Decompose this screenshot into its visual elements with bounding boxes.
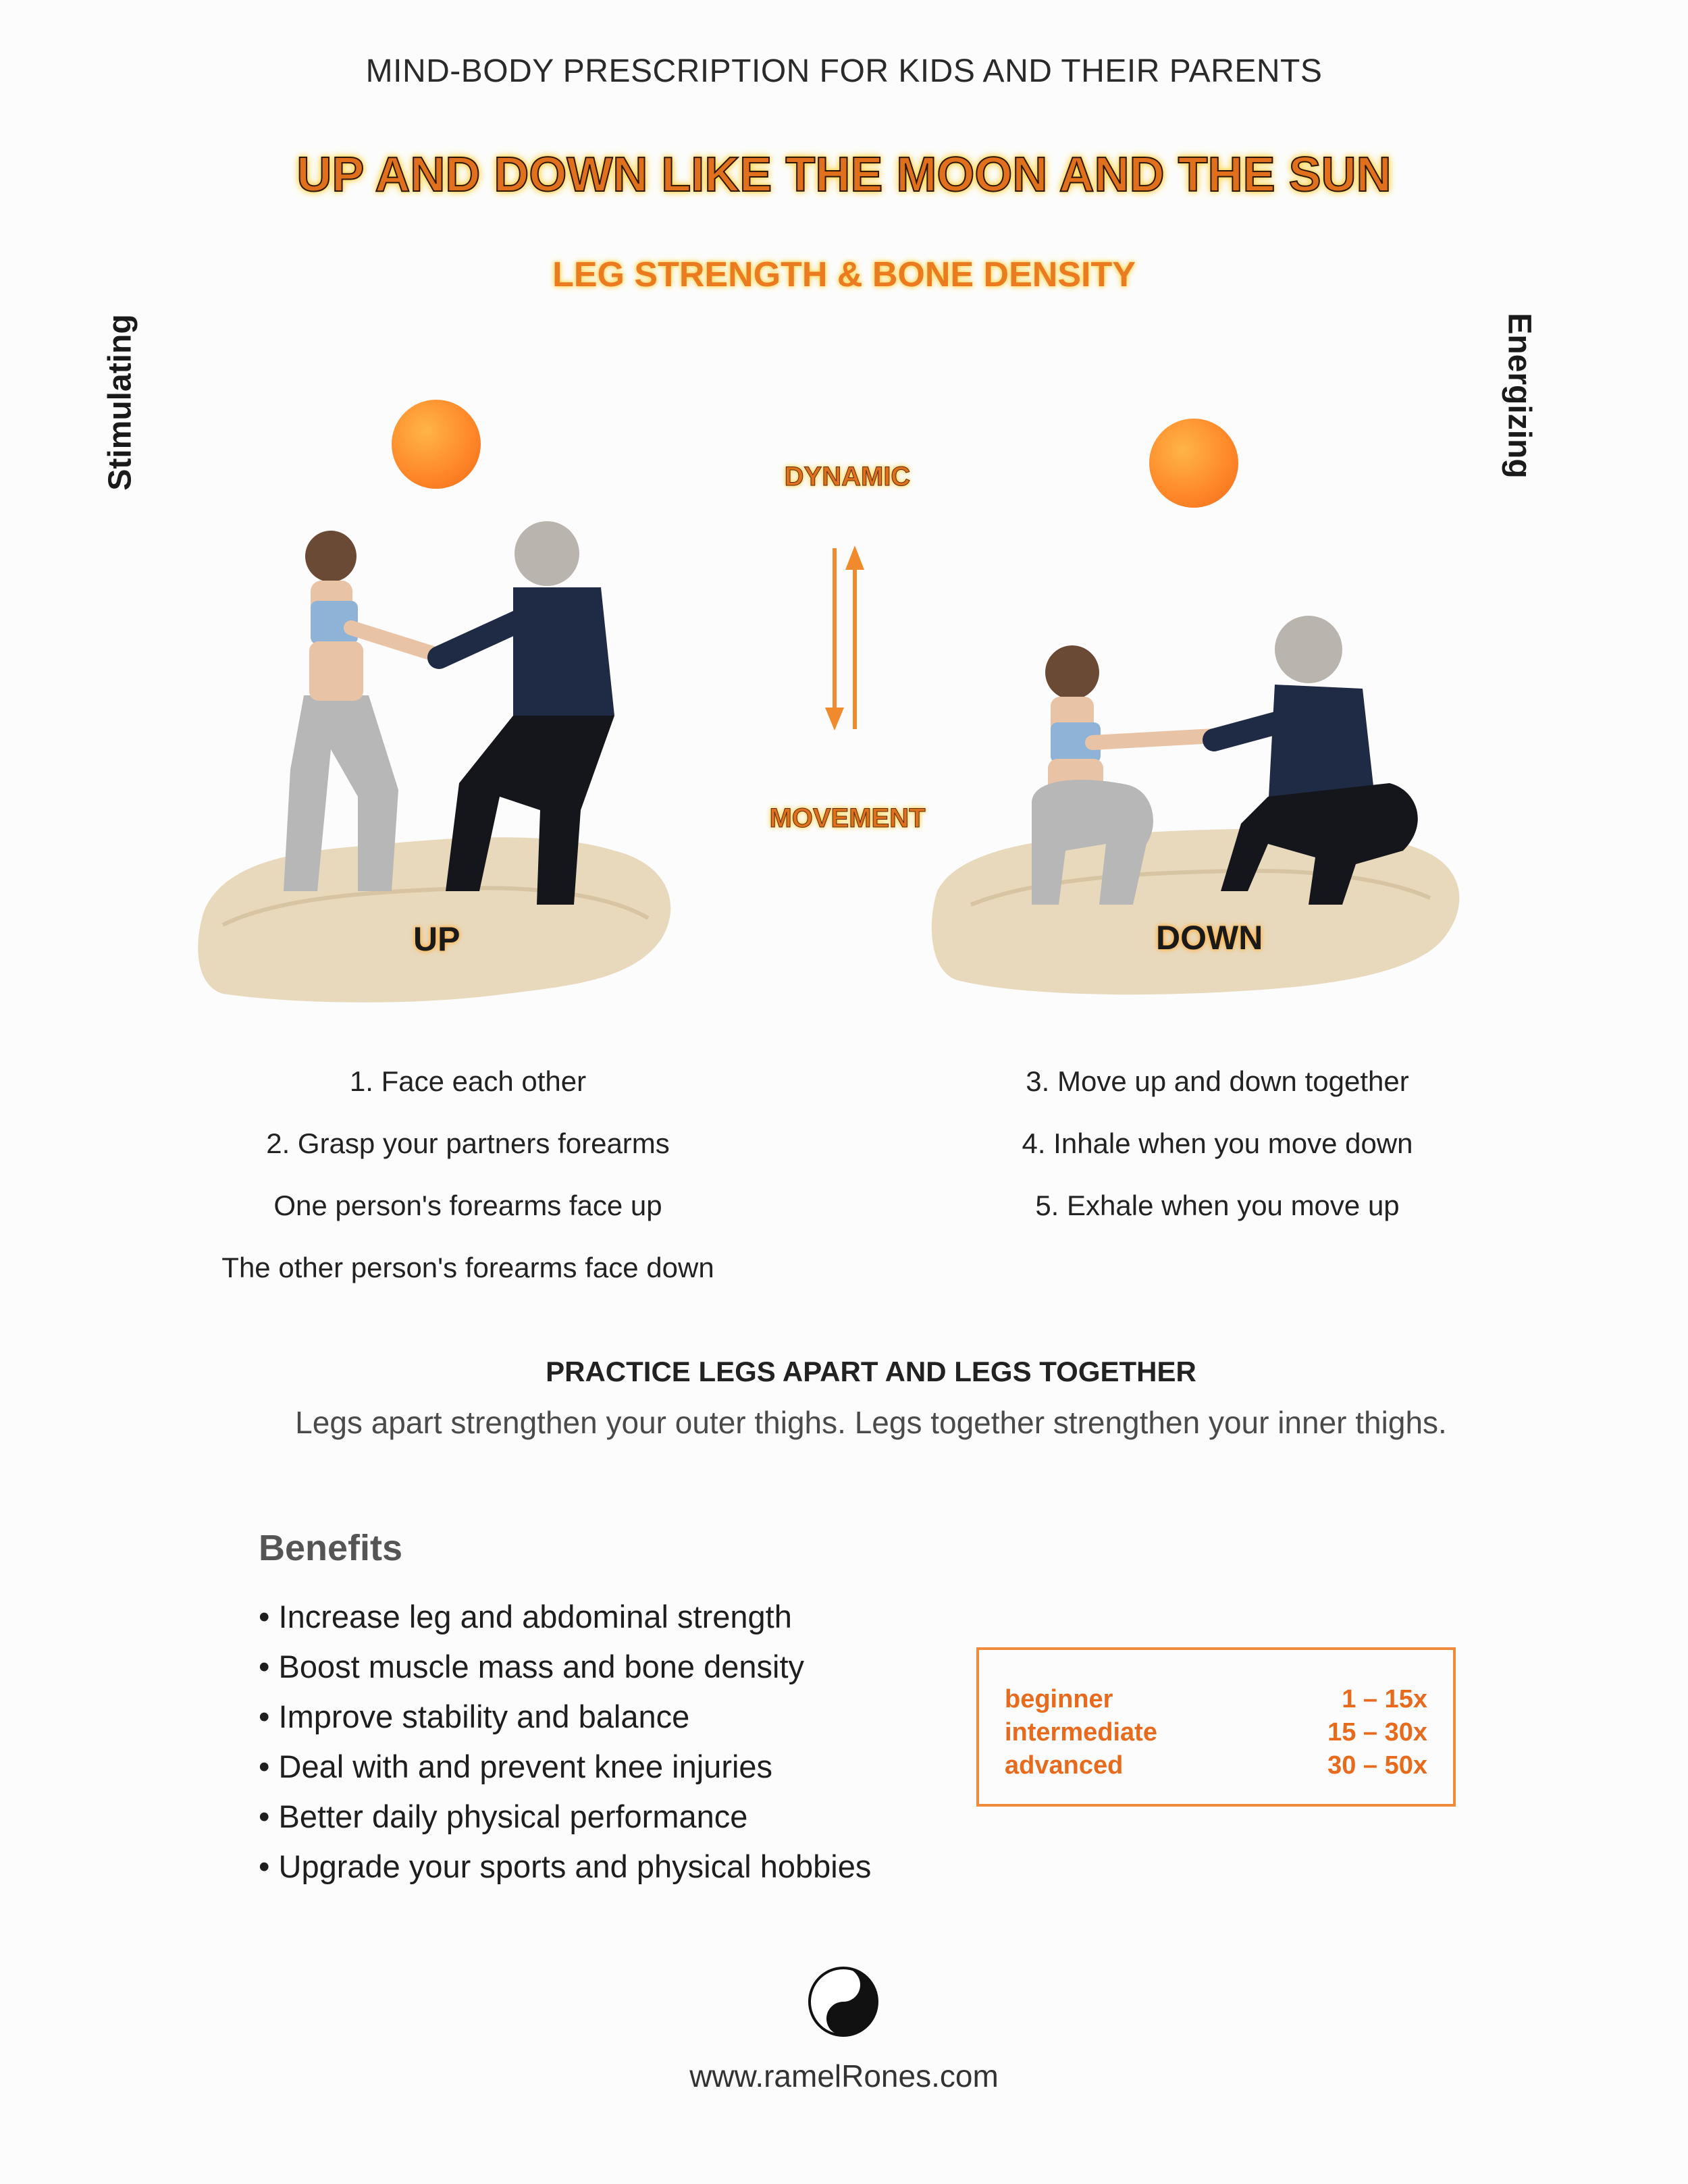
practice-text: Legs apart strengthen your outer thighs. Legs together strengthen your inner thighs. (295, 1405, 1447, 1440)
logo-letter-top: R (838, 1979, 849, 1995)
benefit-item: • Improve stability and balance (259, 1692, 871, 1742)
man-shirt (513, 587, 614, 716)
website-link[interactable]: www.ramelRones.com (689, 2058, 999, 2094)
step-5: 5. Exhale when you move up (1035, 1190, 1400, 1221)
step-2: 2. Grasp your partners forearms (266, 1127, 670, 1159)
step-1: 1. Face each other (349, 1065, 587, 1097)
benefit-item: • Increase leg and abdominal strength (259, 1592, 871, 1642)
repetition-levels-box (976, 1647, 1456, 1807)
sun-right-icon (1149, 419, 1238, 508)
yin-yang-logo-icon (808, 1966, 879, 2037)
girl-head (1045, 645, 1099, 699)
benefit-item: • Upgrade your sports and physical hobbies (259, 1842, 871, 1892)
down-label: DOWN (1156, 919, 1263, 957)
level-name: beginner (1005, 1685, 1113, 1713)
benefit-item: • Boost muscle mass and bone density (259, 1642, 871, 1692)
page-subtitle: LEG STRENGTH & BONE DENSITY (552, 255, 1136, 294)
benefits-heading: Benefits (259, 1528, 403, 1568)
step-2-note-down: The other person's forearms face down (221, 1252, 714, 1283)
level-name: advanced (1005, 1751, 1124, 1780)
movement-label: MOVEMENT (769, 803, 926, 833)
level-name: intermediate (1005, 1718, 1157, 1747)
level-row-intermediate (1005, 1718, 1427, 1752)
level-range: 15 – 30x (1327, 1718, 1427, 1747)
man-head (1275, 616, 1342, 683)
up-down-arrows-icon (817, 540, 871, 736)
up-label: UP (413, 920, 460, 958)
sun-left-icon (392, 400, 481, 489)
level-row-beginner (1005, 1685, 1427, 1719)
side-label-energizing: Energizing (1501, 313, 1537, 479)
level-range: 30 – 50x (1327, 1751, 1427, 1780)
dynamic-label: DYNAMIC (784, 462, 911, 491)
level-range: 1 – 15x (1342, 1685, 1427, 1713)
practice-heading: PRACTICE LEGS APART AND LEGS TOGETHER (546, 1356, 1196, 1387)
step-3: 3. Move up and down together (1026, 1065, 1409, 1097)
girl-head (305, 531, 357, 582)
man-head (515, 521, 579, 586)
benefit-item: • Deal with and prevent knee injuries (259, 1742, 871, 1792)
supertitle: MIND-BODY PRESCRIPTION FOR KIDS AND THEIR PARENTS (365, 53, 1323, 89)
page-title: UP AND DOWN LIKE THE MOON AND THE SUN (296, 148, 1392, 202)
side-label-stimulating: Stimulating (102, 314, 138, 491)
level-row-advanced (1005, 1751, 1427, 1785)
step-2-note-up: One person's forearms face up (273, 1190, 662, 1221)
logo-letter-bottom: R (829, 2010, 840, 2026)
step-4: 4. Inhale when you move down (1022, 1127, 1413, 1159)
benefit-item: • Better daily physical performance (259, 1792, 871, 1842)
benefits-list (259, 1592, 871, 1892)
